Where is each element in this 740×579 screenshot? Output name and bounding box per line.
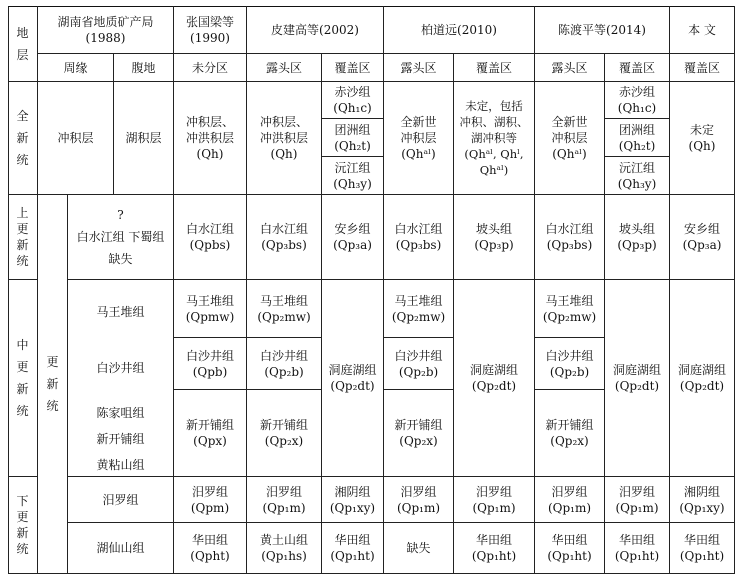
header-this-paper: 本 文	[670, 6, 735, 54]
header-zhang: 张国梁等 (1990)	[174, 6, 247, 54]
middle-pi-xkp: 新开铺组 (Qp₂x)	[247, 390, 322, 477]
upper-bai-outcrop: 白水江组 (Qp₃bs)	[384, 195, 454, 280]
lower-bai-cov-miluo: 汨罗组 (Qp₁m)	[454, 477, 535, 523]
lower-chen-cov-miluo: 汨罗组 (Qp₁m)	[605, 477, 670, 523]
lower-zhang-huatian: 华田组 (Qpht)	[174, 523, 247, 574]
middle-pi-mwd: 马王堆组 (Qp₂mw)	[247, 280, 322, 338]
upper-pi-covered: 安乡组 (Qp₃a)	[322, 195, 384, 280]
holocene-hunan-hinterland: 湖积层	[114, 82, 174, 195]
holocene-chishan: 赤沙组 (Qh₁c)	[322, 82, 384, 119]
lower-bai-cov-huatian: 华田组 (Qp₁ht)	[454, 523, 535, 574]
holocene-bai-covered: 未定，包括 冲积、湖积、 湖冲积等 (Qhᵃˡ, Qhˡ, Qhᵃˡ)	[454, 82, 535, 195]
lower-bai-missing: 缺失	[384, 523, 454, 574]
upper-label: 上 更 新 统	[8, 195, 38, 280]
lower-bai-miluo: 汨罗组 (Qp₁m)	[384, 477, 454, 523]
header-pi: 皮建高等(2002)	[247, 6, 384, 54]
upper-pi-outcrop: 白水江组 (Qp₃bs)	[247, 195, 322, 280]
holocene-tuanzhou: 团洲组 (Qh₂t)	[322, 119, 384, 157]
middle-bai-mwd: 马王堆组 (Qp₂mw)	[384, 280, 454, 338]
middle-chen-mwd: 马王堆组 (Qp₂mw)	[535, 280, 605, 338]
holocene-chen-tuanzhou: 团洲组 (Qh₂t)	[605, 119, 670, 157]
subheader-hinterland: 腹地	[114, 54, 174, 82]
lower-hunan-huxianshan: 湖仙山组	[68, 523, 174, 574]
holocene-label: 全 新 统	[8, 82, 38, 195]
lower-hunan-miluo: 汨罗组	[68, 477, 174, 523]
subheader-pi-covered: 覆盖区	[322, 54, 384, 82]
subheader-chen-covered: 覆盖区	[605, 54, 670, 82]
holocene-zhang: 冲积层、 冲洪积层 (Qh)	[174, 82, 247, 195]
subheader-this-covered: 覆盖区	[670, 54, 735, 82]
middle-hunan-groups: 马王堆组 白沙井组 陈家咀组 新开铺组 黄粘山组	[68, 280, 174, 477]
middle-bai-xkp: 新开铺组 (Qp₂x)	[384, 390, 454, 477]
upper-chen-outcrop: 白水江组 (Qp₃bs)	[535, 195, 605, 280]
lower-pi-miluo: 汨罗组 (Qp₁m)	[247, 477, 322, 523]
middle-this-paper: 洞庭湖组 (Qp₂dt)	[670, 280, 735, 477]
subheader-undivided: 未分区	[174, 54, 247, 82]
lower-chen-huatian: 华田组 (Qp₁ht)	[535, 523, 605, 574]
middle-chen-bsj: 白沙井组 (Qp₂b)	[535, 338, 605, 390]
holocene-chen-yuanjiang: 沅江组 (Qh₃y)	[605, 157, 670, 195]
middle-pi-bsj: 白沙井组 (Qp₂b)	[247, 338, 322, 390]
header-bai: 柏道远(2010)	[384, 6, 535, 54]
holocene-this-paper: 未定 (Qh)	[670, 82, 735, 195]
lower-this-huatian: 华田组 (Qp₁ht)	[670, 523, 735, 574]
lower-pi-xiangyin: 湘阴组 (Qp₁xy)	[322, 477, 384, 523]
subheader-chen-outcrop: 露头区	[535, 54, 605, 82]
middle-label: 中 更 新 统	[8, 280, 38, 477]
middle-bai-bsj: 白沙井组 (Qp₂b)	[384, 338, 454, 390]
subheader-bai-covered: 覆盖区	[454, 54, 535, 82]
lower-pi-huatian: 华田组 (Qp₁ht)	[322, 523, 384, 574]
upper-bai-covered: 坡头组 (Qp₃p)	[454, 195, 535, 280]
upper-chen-covered: 坡头组 (Qp₃p)	[605, 195, 670, 280]
lower-chen-miluo: 汨罗组 (Qp₁m)	[535, 477, 605, 523]
holocene-yuanjiang: 沅江组 (Qh₃y)	[322, 157, 384, 195]
middle-chen-covered: 洞庭湖组 (Qp₂dt)	[605, 280, 670, 477]
middle-pi-covered: 洞庭湖组 (Qp₂dt)	[322, 280, 384, 477]
header-chen: 陈渡平等(2014)	[535, 6, 670, 54]
subheader-pi-outcrop: 露头区	[247, 54, 322, 82]
lower-zhang-miluo: 汨罗组 (Qpm)	[174, 477, 247, 523]
holocene-chen-outcrop: 全新世 冲积层 (Qhᵃˡ)	[535, 82, 605, 195]
lower-this-xiangyin: 湘阴组 (Qp₁xy)	[670, 477, 735, 523]
holocene-pi-outcrop: 冲积层、 冲洪积层 (Qh)	[247, 82, 322, 195]
lower-pi-huangtu: 黄土山组 (Qp₁hs)	[247, 523, 322, 574]
holocene-chen-chishan: 赤沙组 (Qh₁c)	[605, 82, 670, 119]
holocene-hunan-periphery: 冲积层	[38, 82, 114, 195]
middle-zhang-xkp: 新开铺组 (Qpx)	[174, 390, 247, 477]
header-stratum: 地 层	[8, 6, 38, 82]
upper-this-paper: 安乡组 (Qp₃a)	[670, 195, 735, 280]
pleistocene-label: 更 新 统	[38, 195, 68, 574]
subheader-periphery: 周缘	[38, 54, 114, 82]
subheader-bai-outcrop: 露头区	[384, 54, 454, 82]
middle-zhang-bsj: 白沙井组 (Qpb)	[174, 338, 247, 390]
middle-chen-xkp: 新开铺组 (Qp₂x)	[535, 390, 605, 477]
holocene-bai-outcrop: 全新世 冲积层 (Qhᵃˡ)	[384, 82, 454, 195]
middle-bai-covered: 洞庭湖组 (Qp₂dt)	[454, 280, 535, 477]
middle-zhang-mwd: 马王堆组 (Qpmw)	[174, 280, 247, 338]
lower-chen-cov-huatian: 华田组 (Qp₁ht)	[605, 523, 670, 574]
upper-hunan: ? 白水江组 下蜀组 缺失	[68, 195, 174, 280]
header-hunan-bureau: 湖南省地质矿产局 (1988)	[38, 6, 174, 54]
upper-zhang: 白水江组 (Qpbs)	[174, 195, 247, 280]
lower-label: 下 更 新 统	[8, 477, 38, 574]
